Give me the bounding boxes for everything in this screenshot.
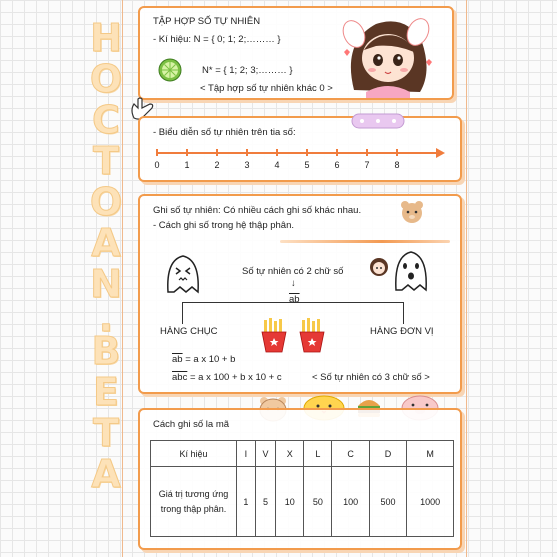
center-label: Số tự nhiên có 2 chữ số	[242, 266, 344, 277]
number-line-tick-label: 8	[394, 160, 400, 170]
table-row	[151, 441, 454, 467]
formula2	[172, 372, 282, 383]
brand-letter: A	[91, 452, 121, 496]
bunny-ears-sticker	[348, 108, 408, 139]
brand-letter: T	[93, 139, 119, 183]
value-cell: 500	[369, 467, 406, 537]
section1-line2: N* = { 1; 2; 3;……… }	[202, 65, 293, 76]
number-line-tick-label: 6	[334, 160, 340, 170]
card-roman-numerals	[138, 408, 462, 550]
brand-watermark	[86, 18, 126, 495]
number-line-tick-label: 5	[304, 160, 310, 170]
symbol-cell: M	[407, 441, 454, 467]
value-cell: 10	[276, 467, 304, 537]
number-line-tick	[306, 149, 308, 156]
number-line-tick	[276, 149, 278, 156]
number-line-tick-label: 4	[274, 160, 280, 170]
ghost-right-sticker	[392, 248, 430, 297]
number-line-tick-label: 1	[184, 160, 190, 170]
symbol-cell: C	[332, 441, 369, 467]
teddy-sticker	[398, 198, 426, 231]
value-cell: 100	[332, 467, 369, 537]
section3-line1: Ghi số tự nhiên: Có nhiều cách ghi số khác nhau.	[153, 205, 362, 216]
brand-letter: O	[89, 180, 123, 224]
symbol-cell: D	[369, 441, 406, 467]
section3-line2: - Cách ghi số trong hệ thập phân.	[153, 220, 295, 231]
lime-sticker	[158, 58, 182, 87]
roman-table	[150, 440, 454, 537]
divider-bar	[280, 240, 450, 243]
section2-title: - Biểu diễn số tự nhiên trên tia số:	[153, 127, 296, 138]
table-row	[151, 467, 454, 537]
girl-sticker	[336, 12, 436, 103]
value-label-cell: Giá trị tương ứng trong thập phân.	[151, 467, 237, 537]
header-label-cell: Kí hiệu	[151, 441, 237, 467]
number-line-tick	[216, 149, 218, 156]
number-line-tick	[156, 149, 158, 156]
brand-letter: O	[89, 57, 123, 101]
brand-letter: C	[92, 98, 120, 142]
brand-letter: E	[93, 370, 119, 414]
symbol-cell: V	[255, 441, 276, 467]
margin-line-right	[466, 0, 467, 557]
brand-letter: .	[98, 296, 114, 340]
section1-title: TẬP HỢP SỐ TỰ NHIÊN	[153, 16, 261, 27]
formula2-rest: = a x 100 + b x 10 + c	[187, 372, 282, 383]
number-line-tick	[366, 149, 368, 156]
formula2-note: < Số tự nhiên có 3 chữ số >	[312, 372, 430, 383]
number-line-tick-label: 7	[364, 160, 370, 170]
brand-letter: B	[91, 329, 121, 373]
ab-label: $\overline{ab}$	[289, 294, 300, 305]
formula1-var: $\overline{ab}$	[172, 354, 183, 365]
brand-letter: N	[90, 262, 122, 306]
formula1	[172, 354, 235, 365]
number-line-tick	[396, 149, 398, 156]
section1-line1: - Kí hiệu: N = { 0; 1; 2;……… }	[153, 34, 281, 45]
number-line-tick	[186, 149, 188, 156]
number-line-tick-label: 2	[214, 160, 220, 170]
right-label: HÀNG ĐƠN VỊ	[370, 326, 434, 337]
ghost-left-sticker	[164, 252, 202, 299]
fries-sticker	[260, 316, 332, 361]
symbol-cell: I	[237, 441, 256, 467]
left-label: HÀNG CHỤC	[160, 326, 218, 337]
card-natural-number-set	[138, 6, 454, 100]
symbol-cell: X	[276, 441, 304, 467]
girl-mini-sticker	[368, 256, 390, 283]
number-line-tick-label: 3	[244, 160, 250, 170]
brand-letter: A	[91, 221, 121, 265]
value-cell: 1	[237, 467, 256, 537]
card-number-line	[138, 116, 462, 182]
section1-line3: < Tập hợp số tự nhiên khác 0 >	[200, 83, 333, 94]
brand-letter: H	[90, 16, 122, 60]
value-cell: 1000	[407, 467, 454, 537]
section4-title: Cách ghi số la mã	[153, 419, 230, 430]
symbol-cell: L	[304, 441, 332, 467]
value-cell: 50	[304, 467, 332, 537]
formula2-var: $\overline{abc}$	[172, 372, 188, 383]
value-cell: 5	[255, 467, 276, 537]
number-line-arrow	[436, 148, 445, 158]
card-decimal-writing	[138, 194, 462, 394]
center-arrow: ↓	[291, 278, 296, 289]
number-line-tick	[336, 149, 338, 156]
formula1-rest: = a x 10 + b	[182, 354, 236, 365]
number-line-tick-label: 0	[154, 160, 160, 170]
brand-letter: T	[93, 411, 119, 455]
number-line-tick	[246, 149, 248, 156]
